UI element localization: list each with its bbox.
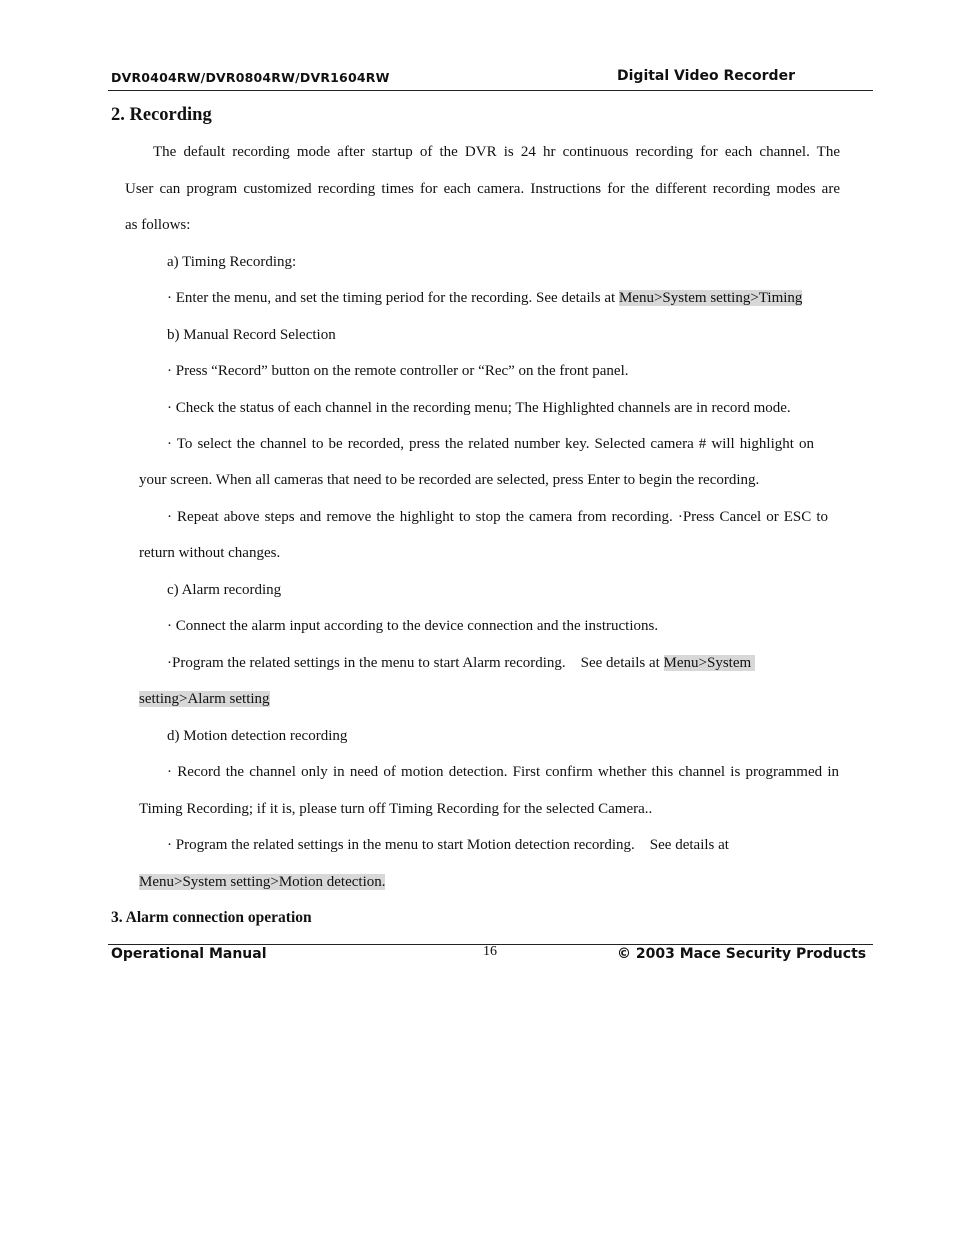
manual-bullet-4-line-2: return without changes. <box>139 545 281 561</box>
alarm-bullet-2 <box>167 654 755 672</box>
motion-bullet-1-line-2: Timing Recording; if it is, please turn off Timing Recording for the selected Camera.. <box>139 801 653 817</box>
intro-line-1: The default recording mode after startup of the DVR is 24 hr continuous recording for each channel. The <box>153 144 840 160</box>
footer-copyright: © 2003 Mace Security Products <box>617 946 867 962</box>
motion-bullet-2-line-1: · Program the related settings in the menu to start Motion detection recording. See details at <box>167 837 729 853</box>
subheading-manual-record: b) Manual Record Selection <box>167 327 336 343</box>
manual-bullet-3-line-1: · To select the channel to be recorded, press the related number key. Selected camera # will highlight on <box>167 436 814 452</box>
motion-menu-path: Menu>System setting>Motion detection. <box>139 874 386 890</box>
subheading-motion-detection: d) Motion detection recording <box>167 728 348 744</box>
footer-manual-title: Operational Manual <box>111 946 267 962</box>
motion-bullet-2-line-2 <box>139 873 385 891</box>
manual-bullet-1: · Press “Record” button on the remote controller or “Rec” on the front panel. <box>167 363 629 379</box>
page-number: 16 <box>483 944 497 959</box>
motion-bullet-1-line-1: · Record the channel only in need of motion detection. First confirm whether this channel is programmed in <box>167 764 839 780</box>
intro-line-2: User can program customized recording times for each camera. Instructions for the different recording modes are <box>125 181 840 197</box>
alarm-bullet-2-line-2 <box>139 690 270 708</box>
alarm-menu-path-part-2: setting>Alarm setting <box>139 691 270 707</box>
intro-line-3: as follows: <box>125 217 191 233</box>
manual-bullet-3-line-2: your screen. When all cameras that need to be recorded are selected, press Enter to begin the recording. <box>139 472 760 488</box>
alarm-menu-path-part-1: Menu>System <box>663 655 755 671</box>
subheading-timing-recording: a) Timing Recording: <box>167 254 297 270</box>
alarm-bullet-1: · Connect the alarm input according to the device connection and the instructions. <box>167 618 659 634</box>
timing-menu-path: Menu>System setting>Timing <box>618 290 803 306</box>
manual-bullet-2: · Check the status of each channel in the recording menu; The Highlighted channels are in record mode. <box>167 400 791 416</box>
section-heading-recording: 2. Recording <box>111 105 212 125</box>
section-heading-alarm-connection: 3. Alarm connection operation <box>111 909 312 926</box>
alarm-bullet-2-text: ·Program the related settings in the menu to start Alarm recording. See details at <box>167 655 664 671</box>
timing-bullet <box>167 289 802 307</box>
subheading-alarm-recording: c) Alarm recording <box>167 582 282 598</box>
header-product-title: Digital Video Recorder <box>617 68 795 84</box>
manual-bullet-4-line-1: · Repeat above steps and remove the highlight to stop the camera from recording. ·Press Cancel or ESC to <box>167 509 828 525</box>
header-rule <box>108 90 873 91</box>
timing-bullet-text: · Enter the menu, and set the timing period for the recording. See details at <box>167 290 619 306</box>
header-model-numbers: DVR0404RW/DVR0804RW/DVR1604RW <box>111 70 390 85</box>
